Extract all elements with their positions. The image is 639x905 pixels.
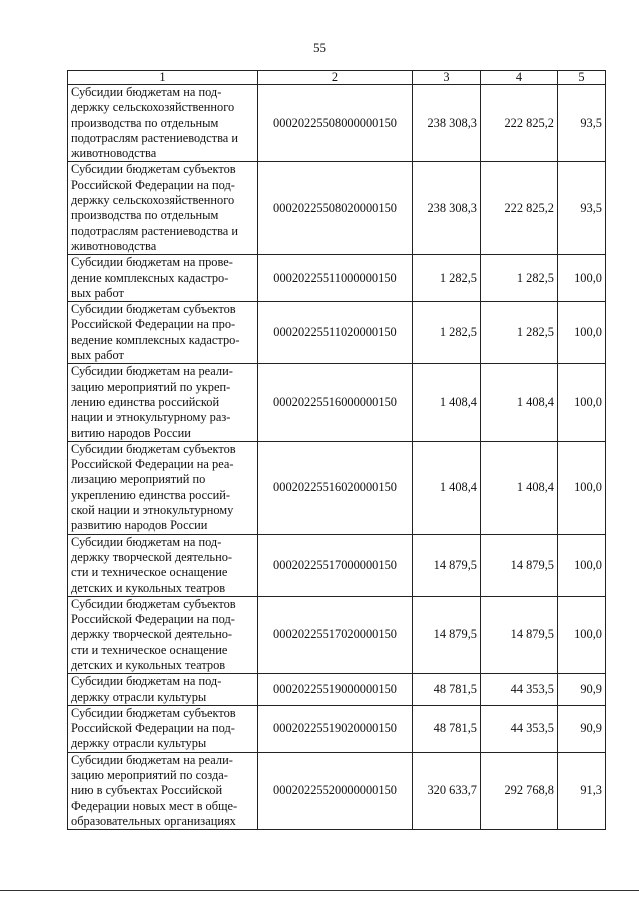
row-name: Субсидии бюджетам субъектов Российской Федерации на под- держку творческой деятельно- сти и техническое оснащение детских и кукольных театров xyxy=(68,596,258,673)
row-percent: 90,9 xyxy=(558,705,606,752)
row-percent: 100,0 xyxy=(558,255,606,302)
column-header-1: 1 xyxy=(68,71,258,85)
header-row xyxy=(68,71,606,85)
row-percent: 100,0 xyxy=(558,534,606,596)
table-row xyxy=(68,441,606,534)
row-plan-value: 14 879,5 xyxy=(413,534,481,596)
row-percent: 91,3 xyxy=(558,752,606,829)
column-header-2: 2 xyxy=(258,71,413,85)
row-plan-value: 1 408,4 xyxy=(413,441,481,534)
table-row xyxy=(68,302,606,364)
row-plan-value: 1 408,4 xyxy=(413,364,481,441)
table-row xyxy=(68,674,606,706)
row-code: 00020225516020000150 xyxy=(258,441,413,534)
row-percent: 93,5 xyxy=(558,162,606,255)
row-code: 00020225517020000150 xyxy=(258,596,413,673)
row-code: 00020225519020000150 xyxy=(258,705,413,752)
row-name: Субсидии бюджетам на реали- зацию мероприятий по укреп- лению единства российской нации и этнокультурному раз- витию народов России xyxy=(68,364,258,441)
row-fact-value: 292 768,8 xyxy=(481,752,558,829)
page-number: 55 xyxy=(313,40,326,55)
row-percent: 100,0 xyxy=(558,441,606,534)
table-body xyxy=(68,85,606,830)
row-code: 00020225519000000150 xyxy=(258,674,413,706)
row-name: Субсидии бюджетам субъектов Российской Федерации на реа- лизацию мероприятий по укреплению единства россий- ской нации и этнокультурному развитию народов России xyxy=(68,441,258,534)
row-name: Субсидии бюджетам на под- держку отрасли культуры xyxy=(68,674,258,706)
row-code: 00020225511020000150 xyxy=(258,302,413,364)
row-plan-value: 48 781,5 xyxy=(413,674,481,706)
row-code: 00020225516000000150 xyxy=(258,364,413,441)
row-fact-value: 1 408,4 xyxy=(481,441,558,534)
row-percent: 93,5 xyxy=(558,85,606,162)
table-row xyxy=(68,705,606,752)
row-plan-value: 238 308,3 xyxy=(413,162,481,255)
table-row xyxy=(68,85,606,162)
row-code: 00020225508000000150 xyxy=(258,85,413,162)
row-fact-value: 14 879,5 xyxy=(481,596,558,673)
row-plan-value: 320 633,7 xyxy=(413,752,481,829)
row-name: Субсидии бюджетам субъектов Российской Федерации на под- держку отрасли культуры xyxy=(68,705,258,752)
row-percent: 100,0 xyxy=(558,596,606,673)
row-name: Субсидии бюджетам на прове- дение комплексных кадастро- вых работ xyxy=(68,255,258,302)
row-fact-value: 14 879,5 xyxy=(481,534,558,596)
row-name: Субсидии бюджетам на реали- зацию мероприятий по созда- нию в субъектах Российской Федерации новых мест в обще- образовательных организациях xyxy=(68,752,258,829)
row-fact-value: 1 282,5 xyxy=(481,302,558,364)
table-row xyxy=(68,752,606,829)
row-name: Субсидии бюджетам субъектов Российской Федерации на под- держку сельскохозяйственного производства по отдельным подотраслям растениеводства и животноводства xyxy=(68,162,258,255)
row-plan-value: 14 879,5 xyxy=(413,596,481,673)
column-header-3: 3 xyxy=(413,71,481,85)
row-plan-value: 1 282,5 xyxy=(413,302,481,364)
row-plan-value: 238 308,3 xyxy=(413,85,481,162)
row-name: Субсидии бюджетам на под- держку творческой деятельно- сти и техническое оснащение детских и кукольных театров xyxy=(68,534,258,596)
table-row xyxy=(68,255,606,302)
column-header-5: 5 xyxy=(558,71,606,85)
row-plan-value: 48 781,5 xyxy=(413,705,481,752)
row-percent: 100,0 xyxy=(558,302,606,364)
row-code: 00020225508020000150 xyxy=(258,162,413,255)
row-name: Субсидии бюджетам на под- держку сельскохозяйственного производства по отдельным подотраслям растениеводства и животноводства xyxy=(68,85,258,162)
row-code: 00020225520000000150 xyxy=(258,752,413,829)
table-row xyxy=(68,534,606,596)
table-row xyxy=(68,596,606,673)
column-header-4: 4 xyxy=(481,71,558,85)
row-fact-value: 222 825,2 xyxy=(481,85,558,162)
bottom-rule xyxy=(0,890,639,891)
budget-table xyxy=(67,70,606,830)
row-fact-value: 1 408,4 xyxy=(481,364,558,441)
table-row xyxy=(68,364,606,441)
row-code: 00020225511000000150 xyxy=(258,255,413,302)
row-code: 00020225517000000150 xyxy=(258,534,413,596)
row-plan-value: 1 282,5 xyxy=(413,255,481,302)
row-percent: 100,0 xyxy=(558,364,606,441)
row-fact-value: 44 353,5 xyxy=(481,674,558,706)
table-header xyxy=(68,71,606,85)
row-fact-value: 1 282,5 xyxy=(481,255,558,302)
row-percent: 90,9 xyxy=(558,674,606,706)
table-row xyxy=(68,162,606,255)
row-fact-value: 222 825,2 xyxy=(481,162,558,255)
row-name: Субсидии бюджетам субъектов Российской Федерации на про- ведение комплексных кадастро- вых работ xyxy=(68,302,258,364)
row-fact-value: 44 353,5 xyxy=(481,705,558,752)
